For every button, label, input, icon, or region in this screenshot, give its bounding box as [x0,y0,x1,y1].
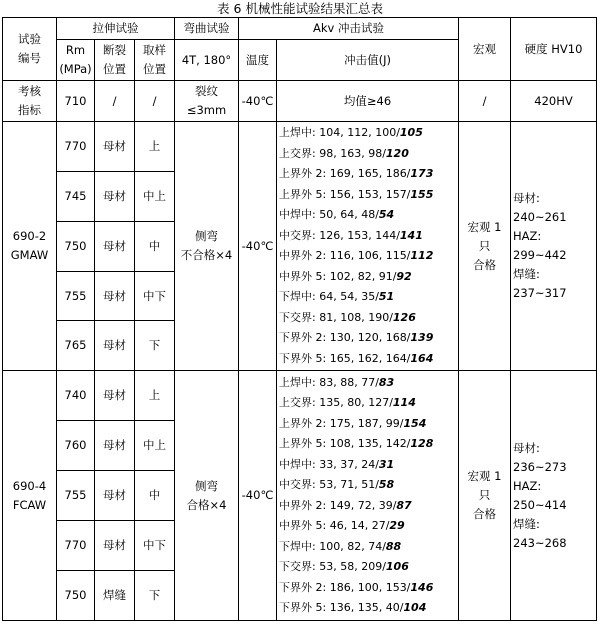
rm-value: 765 [57,321,95,371]
sampling-position: 中 [135,471,175,521]
impact-temperature: -40℃ [239,371,277,621]
impact-line: 中界外 2: 149, 72, 39/87 [279,498,412,512]
impact-average: 29 [389,519,405,533]
impact-average: 105 [399,126,423,140]
impact-average: 58 [378,478,395,492]
impact-line: 下界外 5: 165, 162, 164/164 [279,351,434,365]
rm-value: 750 [57,570,95,620]
impact-values [277,371,459,621]
impact-line: 中交界: 126, 153, 144/141 [279,228,423,242]
header-tensile: 拉伸试验 [57,18,175,40]
impact-line: 上界外 2: 169, 165, 186/173 [279,167,434,181]
sampling-position: 中 [135,221,175,271]
impact-average: 31 [378,457,395,471]
fracture-position: 母材 [95,421,135,471]
impact-average: 114 [392,396,416,410]
table-row [3,371,597,421]
impact-average: 154 [403,416,427,430]
requirement-macro: / [459,81,511,122]
header-rm: Rm (MPa) [57,40,95,81]
impact-average: 87 [396,498,412,512]
requirement-label: 考核 指标 [3,81,57,122]
impact-average: 92 [396,269,412,283]
rm-value: 750 [57,221,95,271]
impact-average: 146 [410,580,434,594]
header-temperature: 温度 [239,40,277,81]
requirement-bend: 裂纹≤3mm [175,81,239,122]
impact-average: 104 [403,601,427,615]
fracture-position: 母材 [95,171,135,221]
impact-average: 83 [378,375,395,389]
bend-result: 侧弯 不合格×4 [175,121,239,371]
sampling-position: 中下 [135,271,175,321]
impact-average: 155 [410,187,434,201]
specimen-id: 690-4 FCAW [3,371,57,621]
impact-average: 126 [392,310,416,324]
fracture-position: 母材 [95,471,135,521]
rm-value: 740 [57,371,95,421]
impact-average: 120 [385,146,409,160]
impact-line: 下界外 5: 136, 135, 40/104 [279,601,427,615]
hardness-values [511,371,597,621]
impact-line: 中界外 2: 116, 106, 115/112 [279,249,434,263]
macro-result: 宏观 1 只 合格 [459,371,511,621]
fracture-position: 焊缝 [95,570,135,620]
rm-value: 755 [57,271,95,321]
impact-average: 51 [378,290,395,304]
impact-line: 上界外 2: 175, 187, 99/154 [279,416,427,430]
header-akv: Akv 冲击试验 [239,18,459,40]
rm-value: 745 [57,171,95,221]
impact-average: 173 [410,167,434,181]
impact-line: 上交界: 135, 80, 127/114 [279,396,416,410]
impact-line: 下交界: 81, 108, 190/126 [279,310,416,324]
rm-value: 770 [57,121,95,171]
header-specimen-no: 试验 编号 [3,18,57,81]
rm-value: 770 [57,521,95,571]
hardness-line: HAZ: 299~442 [513,229,567,263]
impact-average: 164 [410,351,434,365]
sampling-position: 中上 [135,171,175,221]
macro-result: 宏观 1 只 合格 [459,121,511,371]
impact-average: 106 [385,560,409,574]
impact-line: 上焊中: 83, 88, 77/83 [279,375,395,389]
fracture-position: 母材 [95,321,135,371]
hardness-line: 母材: 240~261 [513,191,567,225]
requirement-row [3,81,597,122]
impact-line: 下界外 2: 130, 120, 168/139 [279,331,434,345]
fracture-position: 母材 [95,221,135,271]
hardness-line: 焊缝: 237~317 [513,267,567,301]
impact-average: 54 [378,208,395,222]
impact-line: 下焊中: 100, 82, 74/88 [279,539,402,553]
hardness-line: 焊缝: 243~268 [513,516,567,550]
impact-line: 上交界: 98, 163, 98/120 [279,146,409,160]
impact-line: 上界外 5: 156, 153, 157/155 [279,187,434,201]
impact-average: 112 [410,249,434,263]
impact-line: 下焊中: 64, 54, 35/51 [279,290,395,304]
header-fracture-position: 断裂 位置 [95,40,135,81]
header-macro: 宏观 [459,18,511,81]
impact-average: 141 [399,228,423,242]
header-sampling-position: 取样 位置 [135,40,175,81]
sampling-position: 中上 [135,421,175,471]
header-hardness: 硬度 HV10 [511,18,597,81]
specimen-id: 690-2 GMAW [3,121,57,371]
impact-average: 139 [410,331,434,345]
requirement-temperature: -40℃ [239,81,277,122]
impact-average: 128 [410,437,434,451]
impact-temperature: -40℃ [239,121,277,371]
rm-value: 760 [57,421,95,471]
requirement-impact: 均值≥46 [277,81,459,122]
fracture-position: 母材 [95,371,135,421]
impact-average: 88 [385,539,402,553]
impact-line: 上焊中: 104, 112, 100/105 [279,126,423,140]
header-row-1 [3,18,597,40]
sampling-position: 上 [135,121,175,171]
results-table [2,17,597,621]
header-bend-condition: 4T, 180° [175,40,239,81]
fracture-position: 母材 [95,521,135,571]
requirement-hardness: 420HV [511,81,597,122]
table-caption: 表 6 机械性能试验结果汇总表 [217,1,383,16]
header-impact-value: 冲击值(J) [277,40,459,81]
impact-line: 下界外 2: 186, 100, 153/146 [279,580,434,594]
sampling-position: 下 [135,570,175,620]
impact-line: 中界外 5: 102, 82, 91/92 [279,269,412,283]
header-bend: 弯曲试验 [175,18,239,40]
hardness-line: 母材: 236~273 [513,440,567,474]
impact-line: 中界外 5: 46, 14, 27/29 [279,519,405,533]
fracture-position: 母材 [95,121,135,171]
requirement-rm: 710 [57,81,95,122]
requirement-sampling: / [135,81,175,122]
hardness-line: HAZ: 250~414 [513,478,567,512]
impact-line: 中交界: 53, 71, 51/58 [279,478,395,492]
hardness-values [511,121,597,371]
impact-line: 下交界: 53, 58, 209/106 [279,560,409,574]
fracture-position: 母材 [95,271,135,321]
rm-value: 755 [57,471,95,521]
impact-line: 上界外 5: 108, 135, 142/128 [279,437,434,451]
sampling-position: 下 [135,321,175,371]
sampling-position: 上 [135,371,175,421]
sampling-position: 中下 [135,521,175,571]
table-row [3,121,597,171]
impact-values [277,121,459,371]
requirement-fracture: / [95,81,135,122]
impact-line: 中焊中: 33, 37, 24/31 [279,457,395,471]
bend-result: 侧弯 合格×4 [175,371,239,621]
impact-line: 中焊中: 50, 64, 48/54 [279,208,395,222]
